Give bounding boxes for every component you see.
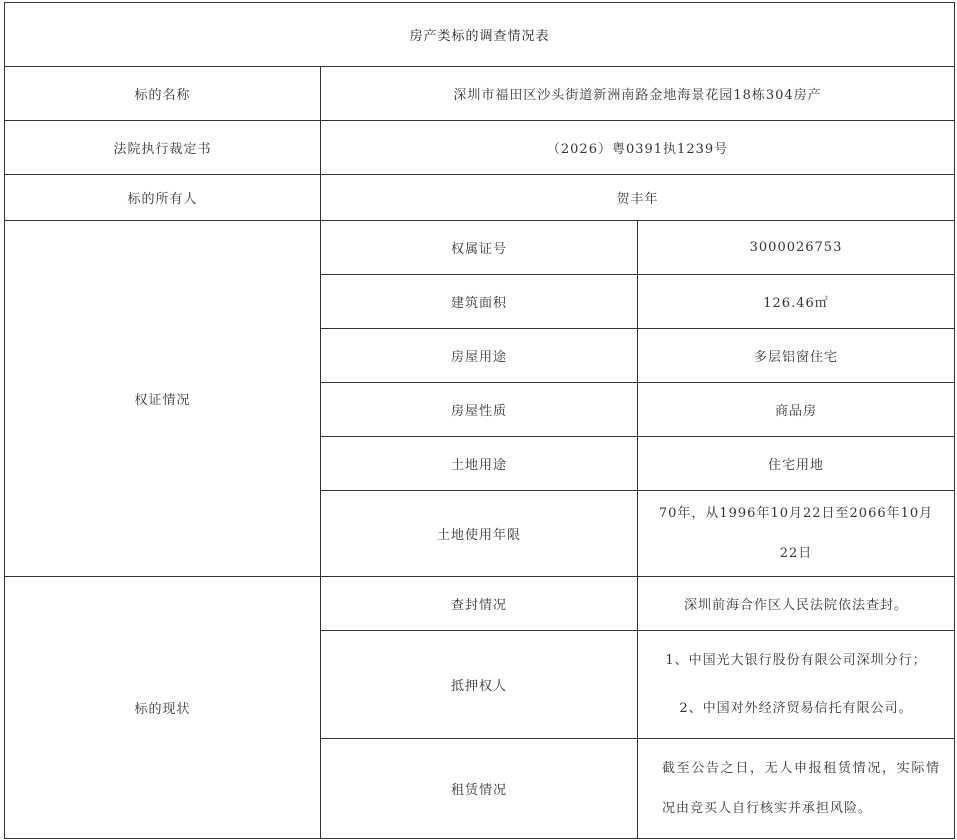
lease-value: 截至公告之日，无人申报租赁情况，实际情况由竞买人自行核实并承担风险。	[638, 739, 955, 839]
table-row	[5, 577, 955, 631]
lease-label: 租赁情况	[321, 739, 638, 839]
name-value: 深圳市福田区沙头街道新洲南路金地海景花园18栋304房产	[321, 67, 955, 121]
title-row	[5, 3, 955, 67]
rights-item-value: 多层铝窗住宅	[638, 329, 955, 383]
rights-item-label: 权属证号	[321, 221, 638, 275]
table-title: 房产类标的调查情况表	[5, 3, 955, 67]
table-row	[5, 121, 955, 175]
rights-item-label: 土地用途	[321, 437, 638, 491]
rights-item-value: 70年，从1996年10月22日至2066年10月22日	[638, 491, 955, 577]
mortgagee-line: 2、中国对外经济贸易信托有限公司。	[679, 700, 913, 716]
owner-label: 标的所有人	[5, 175, 321, 221]
rights-item-label: 房屋性质	[321, 383, 638, 437]
mortgagee-value	[638, 631, 955, 739]
owner-value: 贺丰年	[321, 175, 955, 221]
ruling-label: 法院执行裁定书	[5, 121, 321, 175]
mortgagee-line: 1、中国光大银行股份有限公司深圳分行；	[665, 652, 927, 668]
seizure-value: 深圳前海合作区人民法院依法查封。	[638, 577, 955, 631]
rights-item-value: 3000026753	[638, 221, 955, 275]
status-label: 标的现状	[5, 577, 321, 839]
table-row	[5, 67, 955, 121]
table-row	[5, 175, 955, 221]
seizure-label: 查封情况	[321, 577, 638, 631]
table-row	[5, 221, 955, 275]
rights-label: 权证情况	[5, 221, 321, 577]
rights-item-value: 商品房	[638, 383, 955, 437]
rights-item-label: 土地使用年限	[321, 491, 638, 577]
ruling-value: （2026）粤0391执1239号	[321, 121, 955, 175]
rights-item-value: 126.46㎡	[638, 275, 955, 329]
rights-item-label: 房屋用途	[321, 329, 638, 383]
name-label: 标的名称	[5, 67, 321, 121]
rights-item-label: 建筑面积	[321, 275, 638, 329]
survey-table	[4, 2, 955, 839]
rights-item-value: 住宅用地	[638, 437, 955, 491]
mortgagee-label: 抵押权人	[321, 631, 638, 739]
